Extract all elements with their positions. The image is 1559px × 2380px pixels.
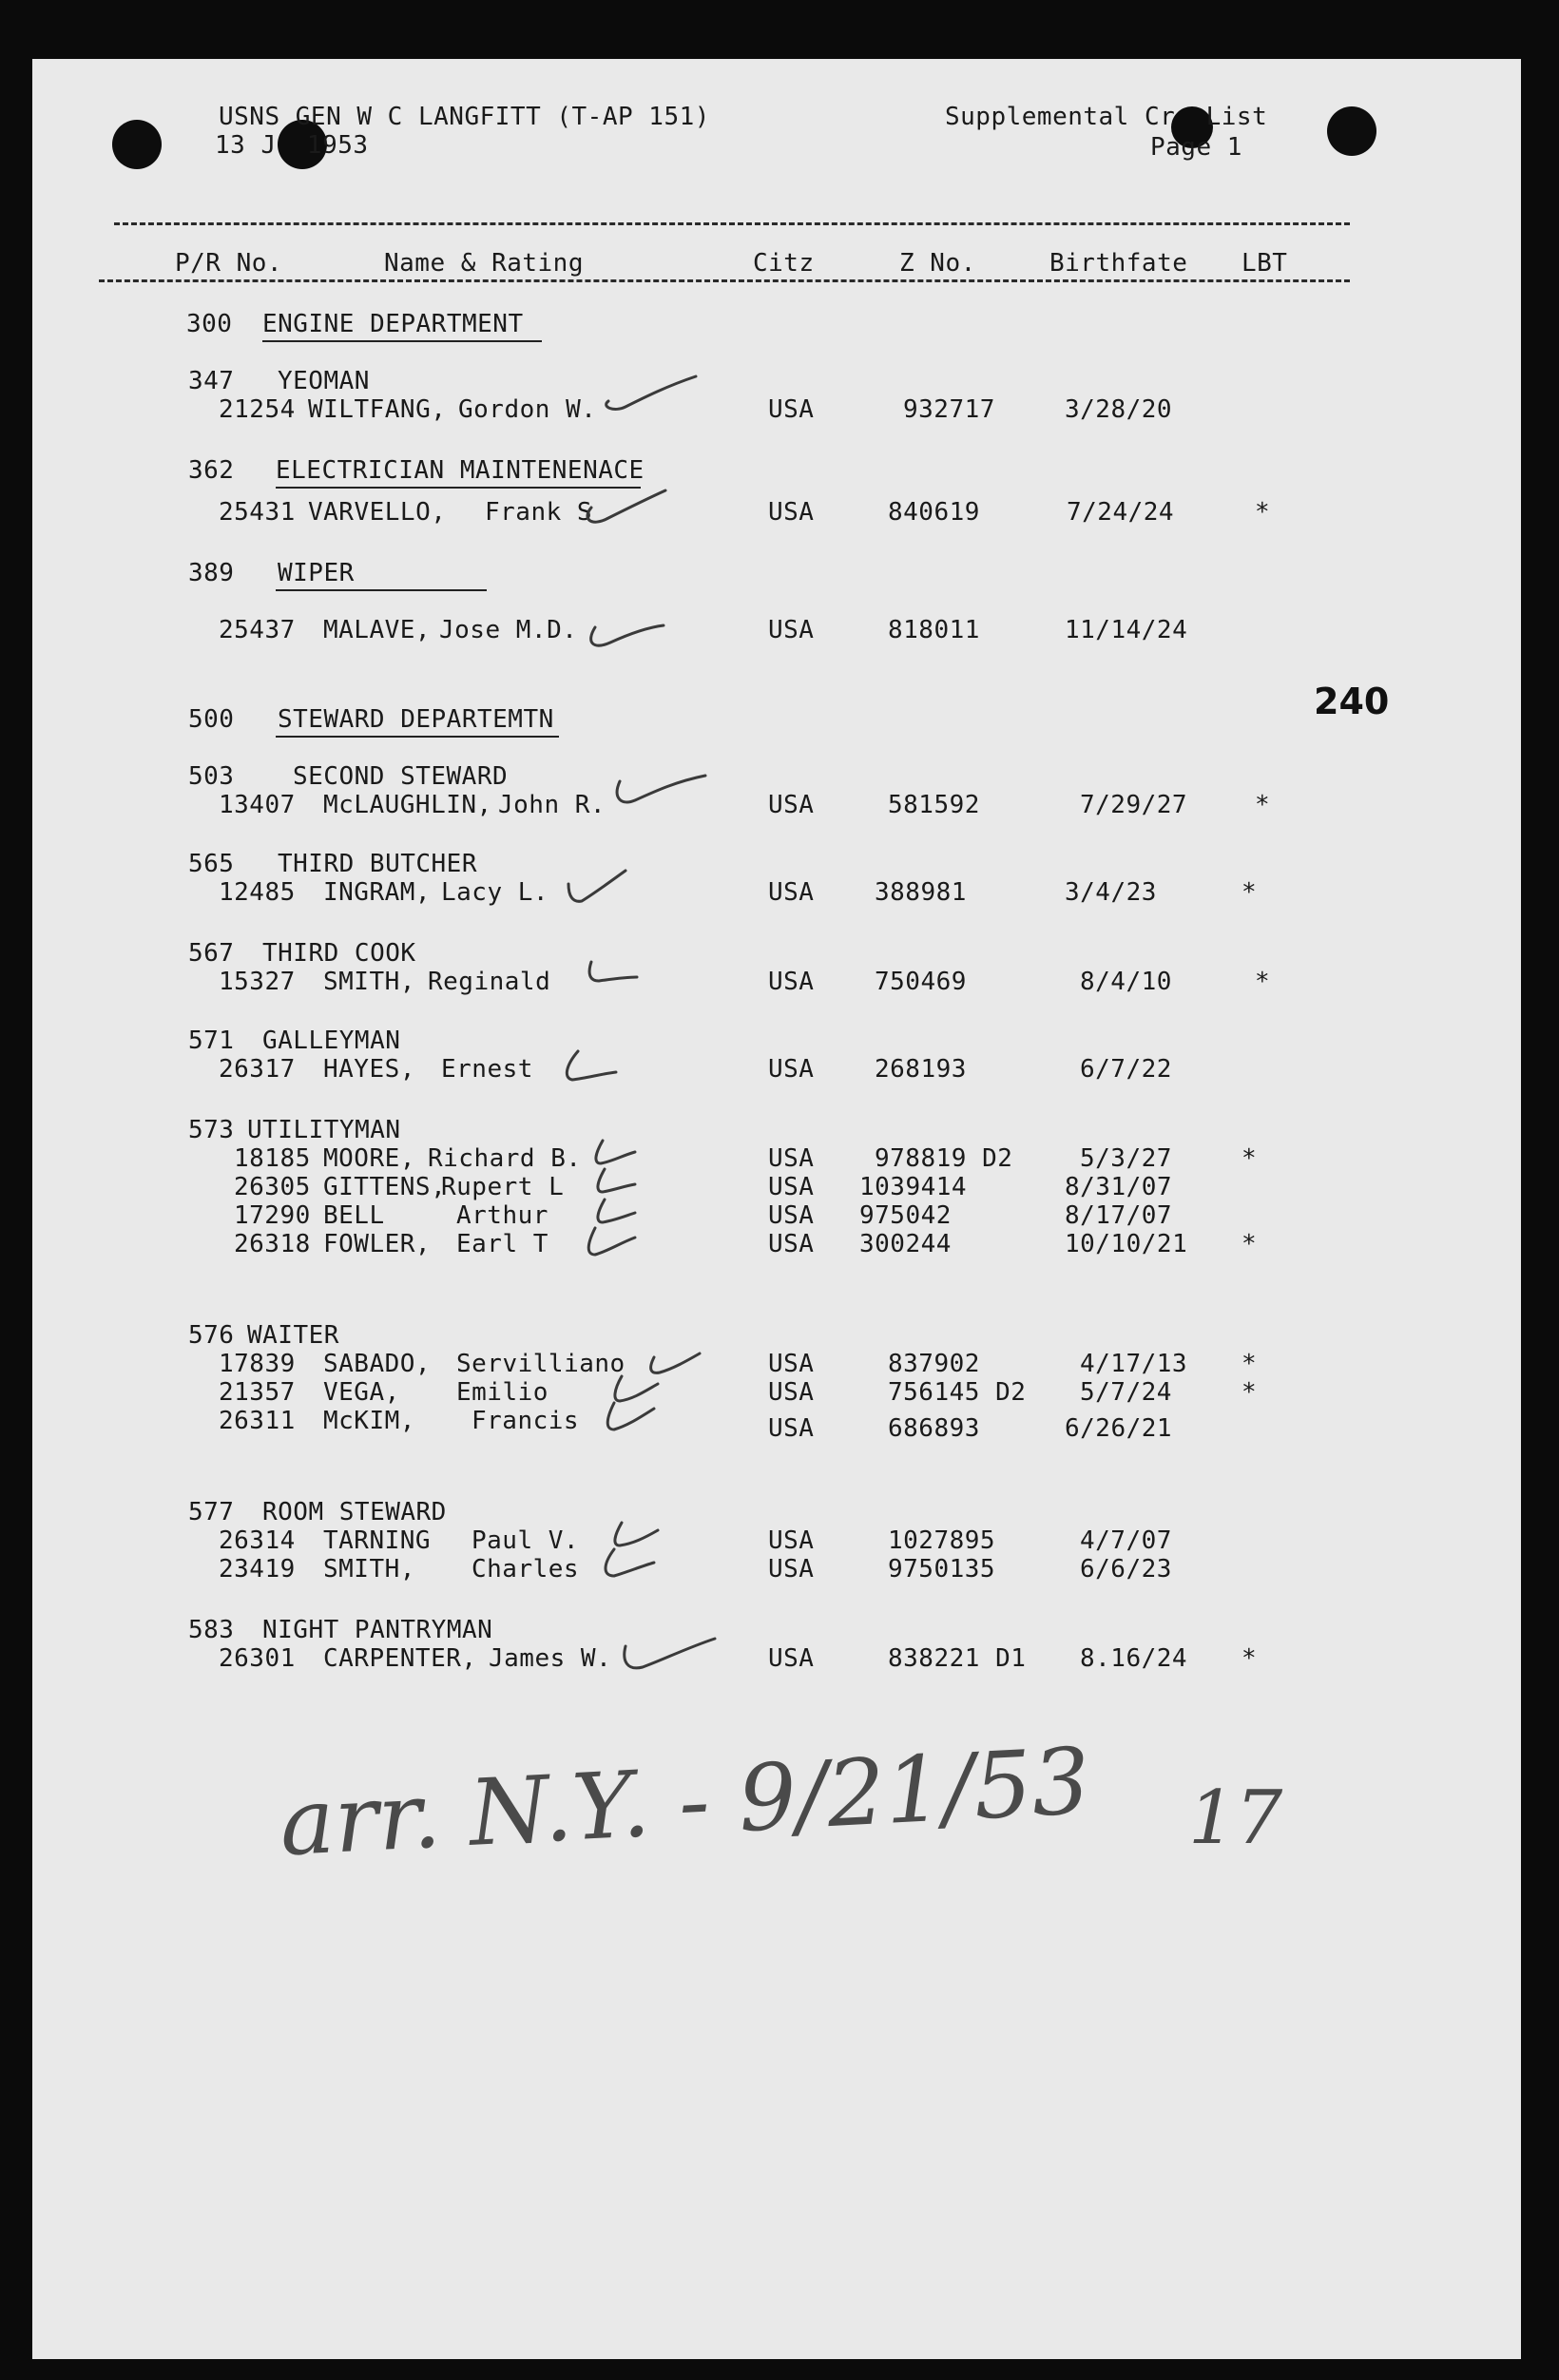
crew-z-no: 840619: [888, 498, 980, 527]
check-mark-icon: [568, 1222, 673, 1264]
crew-pr: 18185: [234, 1144, 311, 1173]
crew-lbt: *: [1241, 1378, 1258, 1407]
dept-name-steward: STEWARD DEPARTEMTN: [278, 705, 554, 734]
crew-citz: USA: [768, 1173, 815, 1201]
group-rating: THIRD COOK: [262, 939, 416, 968]
col-name-rating: Name & Rating: [384, 249, 584, 278]
group-code: 362: [188, 456, 235, 485]
crew-surname: WILTFANG,: [308, 395, 447, 424]
crew-birthdate: 7/29/27: [1080, 791, 1188, 819]
crew-pr: 17839: [219, 1350, 296, 1378]
crew-surname: HAYES,: [323, 1055, 415, 1084]
crew-lbt: *: [1241, 878, 1258, 907]
crew-birthdate: 3/28/20: [1065, 395, 1173, 424]
crew-birthdate: 6/26/21: [1065, 1414, 1173, 1443]
crew-lbt: *: [1255, 791, 1271, 819]
crew-citz: USA: [768, 616, 815, 644]
crew-z-no: 388981: [875, 878, 967, 907]
crew-given: Reginald: [428, 968, 551, 996]
crew-given: Jose M.D.: [439, 616, 578, 644]
group-code: 576: [188, 1321, 235, 1350]
crew-surname: BELL: [323, 1201, 385, 1230]
crew-lbt: *: [1255, 498, 1271, 527]
group-code: 565: [188, 850, 235, 878]
crew-given: Earl T: [456, 1230, 549, 1258]
crew-given: Lacy L.: [441, 878, 549, 907]
check-mark-icon: [597, 373, 702, 414]
crew-pr: 25437: [219, 616, 296, 644]
check-mark-icon: [616, 1633, 721, 1675]
column-header-underline: [99, 279, 1350, 282]
crew-citz: USA: [768, 1414, 815, 1443]
check-mark-icon: [549, 1044, 654, 1085]
crew-citz: USA: [768, 878, 815, 907]
group-code: 347: [188, 367, 235, 395]
col-birthdate: Birthfate: [1049, 249, 1188, 278]
crew-pr: 26305: [234, 1173, 311, 1201]
crew-surname: GITTENS,: [323, 1173, 447, 1201]
crew-birthdate: 4/7/07: [1080, 1526, 1172, 1555]
crew-z-no: 581592: [888, 791, 980, 819]
crew-given: James W.: [489, 1644, 612, 1673]
crew-z-no: 1027895: [888, 1526, 996, 1555]
col-z-no: Z No.: [899, 249, 976, 278]
crew-z-no: 818011: [888, 616, 980, 644]
crew-given: Francis: [472, 1407, 580, 1435]
group-code: 503: [188, 762, 235, 791]
crew-pr: 25431: [219, 498, 296, 527]
check-mark-icon: [578, 487, 683, 528]
crew-z-no: 1039414: [859, 1173, 968, 1201]
check-mark-icon: [582, 614, 686, 656]
crew-birthdate: 7/24/24: [1067, 498, 1175, 527]
crew-pr: 23419: [219, 1555, 296, 1583]
check-mark-icon: [606, 772, 711, 814]
crew-surname: SMITH,: [323, 968, 415, 996]
stamped-number: 240: [1314, 681, 1390, 722]
crew-birthdate: 3/4/23: [1065, 878, 1157, 907]
crew-z-no: 750469: [875, 968, 967, 996]
check-mark-icon: [587, 1544, 692, 1585]
group-code: 573: [188, 1116, 235, 1144]
crew-z-no: 978819 D2: [875, 1144, 1013, 1173]
crew-birthdate: 11/14/24: [1065, 616, 1188, 644]
crew-citz: USA: [768, 968, 815, 996]
crew-pr: 13407: [219, 791, 296, 819]
crew-given: Charles: [472, 1555, 580, 1583]
group-rating: GALLEYMAN: [262, 1027, 401, 1055]
list-date: 13 J 1953: [215, 131, 369, 160]
crew-birthdate: 8/17/07: [1065, 1201, 1173, 1230]
crew-surname: MALAVE,: [323, 616, 432, 644]
crew-citz: USA: [768, 395, 815, 424]
crew-z-no: 837902: [888, 1350, 980, 1378]
crew-pr: 17290: [234, 1201, 311, 1230]
group-rating: UTILITYMAN: [247, 1116, 401, 1144]
crew-birthdate: 8.16/24: [1080, 1644, 1188, 1673]
group-rating: NIGHT PANTRYMAN: [262, 1616, 493, 1644]
col-citz: Citz: [753, 249, 815, 278]
crew-given: Richard B.: [428, 1144, 582, 1173]
crew-pr: 21254: [219, 395, 296, 424]
crew-z-no: 975042: [859, 1201, 952, 1230]
crew-surname: McLAUGHLIN,: [323, 791, 492, 819]
crew-surname: TARNING: [323, 1526, 432, 1555]
crew-lbt: *: [1255, 968, 1271, 996]
punch-hole-right: [1327, 106, 1376, 156]
crew-surname: McKIM,: [323, 1407, 415, 1435]
crew-birthdate: 10/10/21: [1065, 1230, 1188, 1258]
crew-given: Arthur: [456, 1201, 549, 1230]
crew-surname: INGRAM,: [323, 878, 432, 907]
crew-citz: USA: [768, 1555, 815, 1583]
crew-z-no: 838221 D1: [888, 1644, 1027, 1673]
dept-name-engine: ENGINE DEPARTMENT: [262, 310, 524, 338]
crew-given: Gordon W.: [458, 395, 597, 424]
group-code: 583: [188, 1616, 235, 1644]
crew-pr: 26318: [234, 1230, 311, 1258]
crew-citz: USA: [768, 791, 815, 819]
crew-lbt: *: [1241, 1230, 1258, 1258]
dept-underline-steward: [276, 736, 559, 738]
crew-z-no: 300244: [859, 1230, 952, 1258]
crew-given: Servilliano: [456, 1350, 626, 1378]
punch-hole-left: [112, 120, 162, 169]
crew-birthdate: 6/6/23: [1080, 1555, 1172, 1583]
crew-z-no: 686893: [888, 1414, 980, 1443]
group-rating: THIRD BUTCHER: [278, 850, 477, 878]
crew-surname: SABADO,: [323, 1350, 432, 1378]
crew-z-no: 268193: [875, 1055, 967, 1084]
crew-citz: USA: [768, 1230, 815, 1258]
crew-citz: USA: [768, 1644, 815, 1673]
group-rating: ROOM STEWARD: [262, 1498, 447, 1526]
group-code: 571: [188, 1027, 235, 1055]
crew-pr: 26317: [219, 1055, 296, 1084]
crew-pr: 26314: [219, 1526, 296, 1555]
col-pr-no: P/R No.: [175, 249, 283, 278]
dept-underline-engine: [262, 340, 542, 342]
crew-surname: CARPENTER,: [323, 1644, 477, 1673]
page-number: Page 1: [1150, 133, 1242, 162]
crew-given: Paul V.: [472, 1526, 580, 1555]
check-mark-icon: [587, 1397, 692, 1439]
dept-code-engine: 300: [186, 310, 233, 338]
header-divider: [114, 222, 1350, 225]
crew-citz: USA: [768, 498, 815, 527]
group-code: 577: [188, 1498, 235, 1526]
list-title: Supplemental Cr List: [945, 103, 1268, 131]
crew-lbt: *: [1241, 1144, 1258, 1173]
crew-given: Rupert L: [441, 1173, 565, 1201]
crew-pr: 26301: [219, 1644, 296, 1673]
group-rating: WAITER: [247, 1321, 339, 1350]
group-rating: WIPER: [278, 559, 355, 587]
check-mark-icon: [559, 867, 664, 909]
crew-birthdate: 5/3/27: [1080, 1144, 1172, 1173]
crew-lbt: *: [1241, 1644, 1258, 1673]
group-rating: ELECTRICIAN MAINTENENACE: [276, 456, 645, 485]
crew-surname: SMITH,: [323, 1555, 415, 1583]
crew-citz: USA: [768, 1526, 815, 1555]
group-rating-underline: [276, 589, 487, 591]
crew-birthdate: 6/7/22: [1080, 1055, 1172, 1084]
crew-given: John R.: [498, 791, 606, 819]
crew-surname: VARVELLO,: [308, 498, 447, 527]
group-code: 567: [188, 939, 235, 968]
col-lbt: LBT: [1241, 249, 1288, 278]
crew-z-no: 9750135: [888, 1555, 996, 1583]
crew-surname: MOORE,: [323, 1144, 415, 1173]
crew-pr: 15327: [219, 968, 296, 996]
group-rating: SECOND STEWARD: [293, 762, 509, 791]
crew-z-no: 932717: [903, 395, 995, 424]
handwritten-count: 17: [1188, 1775, 1283, 1861]
crew-citz: USA: [768, 1350, 815, 1378]
check-mark-icon: [578, 952, 683, 994]
crew-pr: 21357: [219, 1378, 296, 1407]
crew-birthdate: 4/17/13: [1080, 1350, 1188, 1378]
handwritten-arrival-note: arr. N.Y. - 9/21/53: [277, 1727, 1093, 1877]
crew-birthdate: 8/4/10: [1080, 968, 1172, 996]
crew-birthdate: 8/31/07: [1065, 1173, 1173, 1201]
crew-citz: USA: [768, 1055, 815, 1084]
crew-surname: VEGA,: [323, 1378, 400, 1407]
ship-name: USNS GEN W C LANGFITT (T-AP 151): [219, 103, 710, 131]
document-page: [32, 59, 1521, 2359]
crew-lbt: *: [1241, 1350, 1258, 1378]
crew-given: Frank S: [485, 498, 593, 527]
crew-z-no: 756145 D2: [888, 1378, 1027, 1407]
crew-citz: USA: [768, 1201, 815, 1230]
crew-given: Emilio: [456, 1378, 549, 1407]
crew-given: Ernest: [441, 1055, 533, 1084]
crew-surname: FOWLER,: [323, 1230, 432, 1258]
crew-citz: USA: [768, 1378, 815, 1407]
crew-pr: 26311: [219, 1407, 296, 1435]
crew-birthdate: 5/7/24: [1080, 1378, 1172, 1407]
group-code: 389: [188, 559, 235, 587]
crew-pr: 12485: [219, 878, 296, 907]
dept-code-steward: 500: [188, 705, 235, 734]
group-rating: YEOMAN: [278, 367, 370, 395]
crew-citz: USA: [768, 1144, 815, 1173]
